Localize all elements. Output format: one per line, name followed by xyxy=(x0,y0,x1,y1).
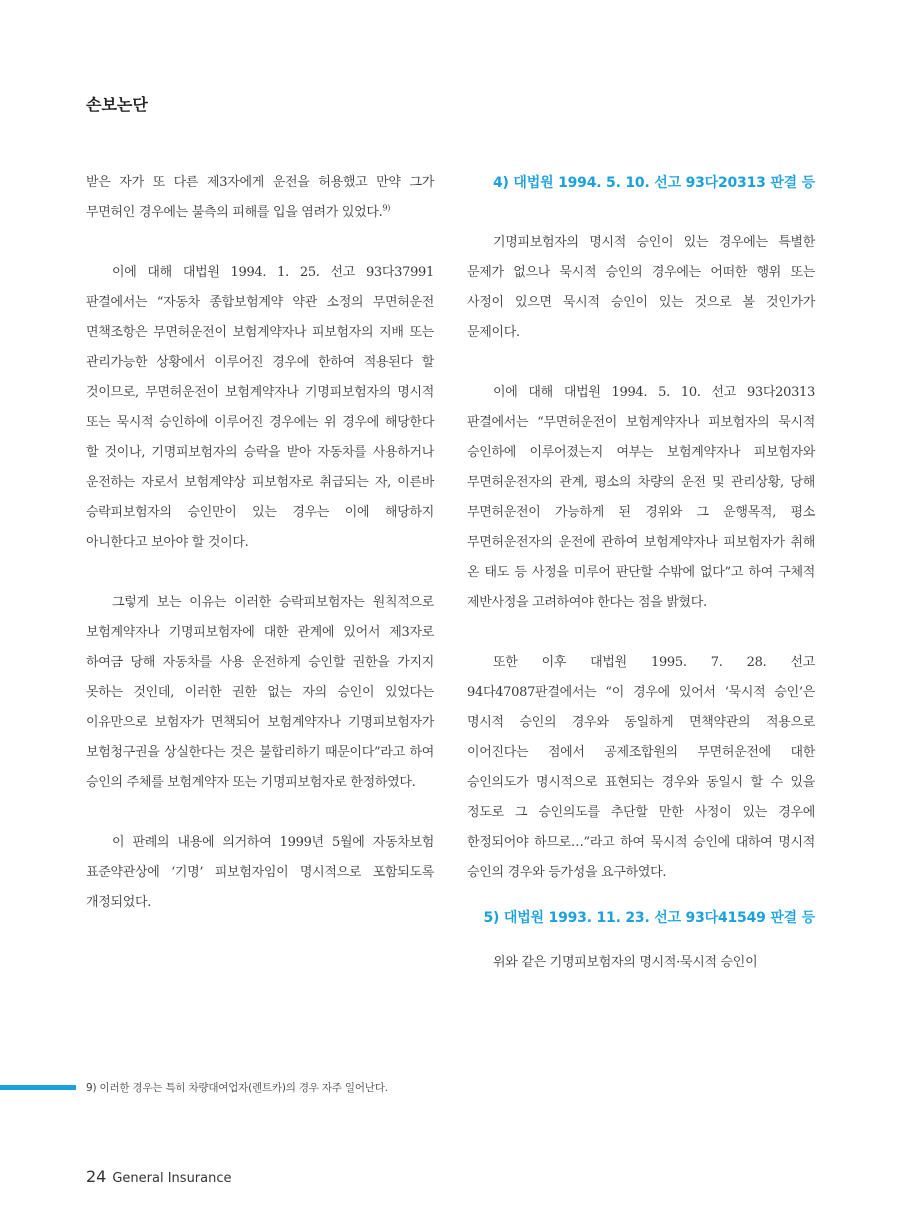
paragraph: 또한 이후 대법원 1995. 7. 28. 선고 94다47087판결에서는 “이 경우에 있어서 ‘묵시적 승인’은 명시적 승인의 경우와 동일하게 면책약관의 적용으로 이어진다는 점에서 공제조합원의 무면허운전에 대한 승인의도가 명시적으로 표현되는 경우와 동일시 할 수 있을 정도로 그 승인의도를 추단할 만한 사정이 있는 경우에 한정되어야 하므로…”라고 하여 묵시적 승인에 대하여 명시적 승인의 경우와 등가성을 요구하였다. xyxy=(467,655,815,880)
footnote-ref: 9) xyxy=(382,203,391,213)
paragraph: 이 판례의 내용에 의거하여 1999년 5월에 자동차보험 표준약관상에 ‘기명’ 피보험자임이 명시적으로 포함되도록 개정되었다. xyxy=(86,835,434,910)
paragraph: 기명피보험자의 명시적 승인이 있는 경우에는 특별한 문제가 없으나 묵시적 승인의 경우에는 어떠한 행위 또는 사정이 있으면 묵시적 승인이 있는 것으로 볼 것인가가 문제이다. xyxy=(467,235,815,340)
left-column xyxy=(86,168,434,918)
paragraph-text: 받은 자가 또 다른 제3자에게 운전을 허용했고 만약 그가 무면허인 경우에는 불측의 피해를 입을 염려가 있었다. xyxy=(86,175,434,220)
subsection-heading-5: 5) 대법원 1993. 11. 23. 선고 93다41549 판결 등 xyxy=(483,910,815,926)
footnote-accent-bar xyxy=(0,1085,76,1090)
page-number: 24 xyxy=(86,1167,107,1186)
subsection-heading-4: 4) 대법원 1994. 5. 10. 선고 93다20313 판결 등 xyxy=(493,175,815,191)
paragraph: 이에 대해 대법원 1994. 5. 10. 선고 93다20313 판결에서는 “무면허운전이 보험계약자나 피보험자의 묵시적 승인하에 이루어졌는지 여부는 보험계약자나 피보험자와 무면허운전자의 관계, 평소의 차량의 운전 및 관리상황, 당해 무면허운전이 가능하게 된 경위와 그 운행목적, 평소 무면허운전자의 운전에 관하여 보험계약자나 피보험자가 취해 온 태도 등 사정을 미루어 판단할 수밖에 없다”고 하여 구체적 제반사정을 고려하여야 한다는 점을 밝혔다. xyxy=(467,385,815,610)
paragraph: 그렇게 보는 이유는 이러한 승락피보험자는 원칙적으로 보험계약자나 기명피보험자에 대한 관계에 있어서 제3자로 하여금 당해 자동차를 사용 운전하게 승인할 권한을 가지지 못하는 것인데, 이러한 권한 없는 자의 승인이 있었다는 이유만으로 보험자가 면책되어 보험계약자나 기명피보험자가 보험청구권을 상실한다는 것은 불합리하기 때문이다”라고 하여 승인의 주체를 보험계약자 또는 기명피보험자로 한정하였다. xyxy=(86,595,434,790)
section-title: 손보논단 xyxy=(86,95,148,114)
paragraph xyxy=(86,168,434,228)
paragraph: 위와 같은 기명피보험자의 명시적·묵시적 승인이 xyxy=(493,955,758,970)
publication-name: General Insurance xyxy=(112,1171,232,1186)
paragraph: 이에 대해 대법원 1994. 1. 25. 선고 93다37991 판결에서는 “자동차 종합보험계약 약관 소정의 무면허운전 면책조항은 무면허운전이 보험계약자나 피보험자의 지배 또는 관리가능한 상황에서 이루어진 경우에 한하여 적용된다 할 것이므로, 무면허운전이 보험계약자나 기명피보험자의 명시적 또는 묵시적 승인하에 이루어진 경우에는 위 경우에 해당한다 할 것이나, 기명피보험자의 승락을 받아 자동차를 사용하거나 운전하는 자로서 보험계약상 피보험자로 취급되는 자, 이른바 승락피보험자의 승인만이 있는 경우는 이에 해당하지 아니한다고 보아야 할 것이다. xyxy=(86,265,434,550)
right-column xyxy=(467,168,815,978)
page-footer xyxy=(86,1167,232,1186)
footnote: 9) 이러한 경우는 특히 차량대여업자(렌트카)의 경우 자주 일어난다. xyxy=(86,1082,388,1094)
